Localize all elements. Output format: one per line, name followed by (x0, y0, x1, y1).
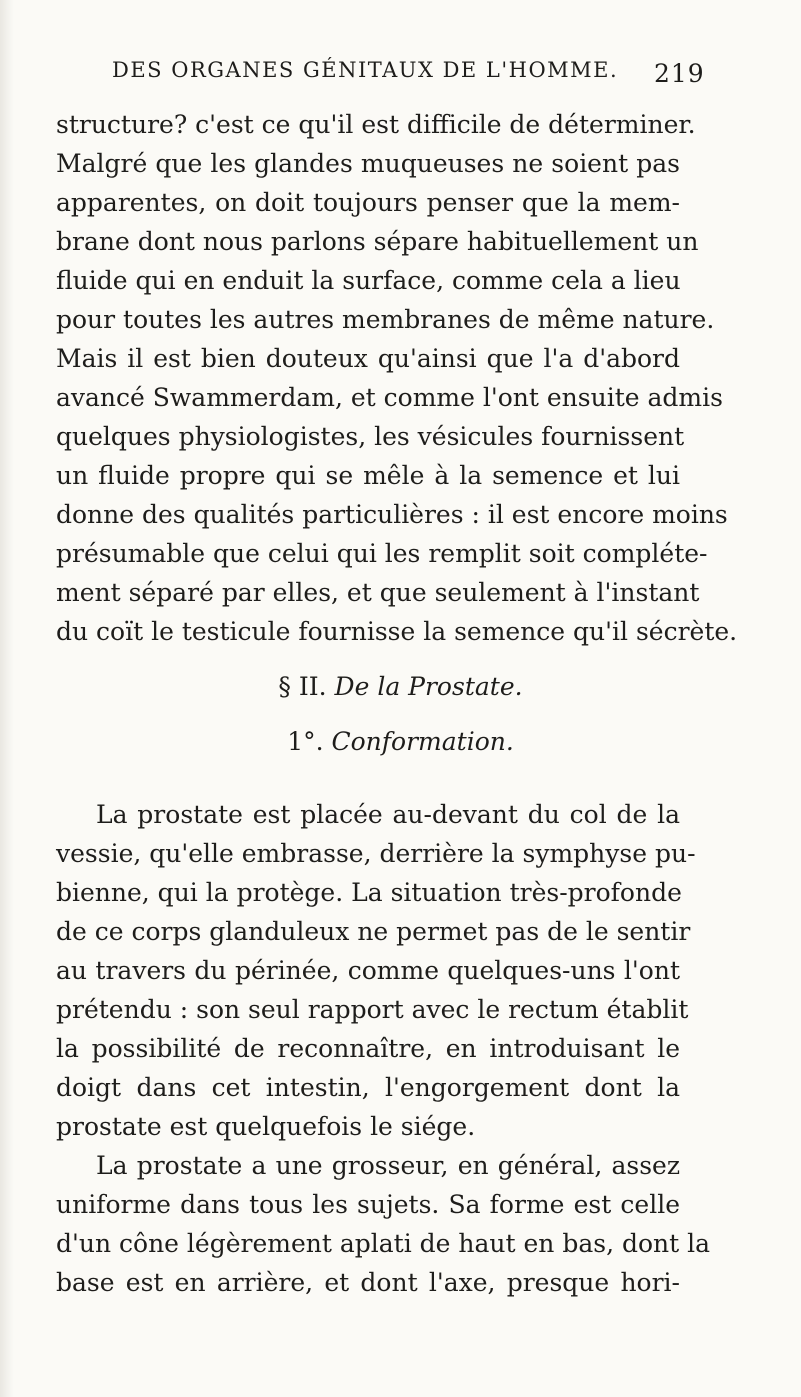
text-line: brane dont nous parlons sépare habituellement un (56, 227, 699, 256)
section-number: § II. (278, 672, 327, 701)
section-heading (0, 672, 801, 702)
text-line: structure? c'est ce qu'il est difficile de déterminer. (56, 110, 696, 139)
text-line: Malgré que les glandes muqueuses ne soient pas (56, 149, 680, 178)
text-line: pour toutes les autres membranes de même nature. (56, 305, 715, 334)
text-line: au travers du périnée, comme quelques-uns l'ont (56, 956, 680, 985)
text-line: uniforme dans tous les sujets. Sa forme est celle (56, 1190, 680, 1219)
running-head: DES ORGANES GÉNITAUX DE L'HOMME. (112, 58, 619, 82)
text-line: prétendu : son seul rapport avec le rectum établit (56, 995, 689, 1024)
text-line: La prostate est placée au-devant du col de la (96, 800, 680, 829)
text-line: d'un cône légèrement aplati de haut en bas, dont la (56, 1229, 711, 1258)
text-line: bienne, qui la protège. La situation très-profonde (56, 878, 682, 907)
text-line: un fluide propre qui se mêle à la semence et lui (56, 461, 680, 490)
text-line: présumable que celui qui les remplit soit compléte- (56, 539, 708, 568)
text-line: fluide qui en enduit la surface, comme cela a lieu (56, 266, 681, 295)
section-title: De la Prostate. (334, 672, 523, 701)
text-line: du coït le testicule fournisse la semence qu'il sécrète. (56, 617, 738, 646)
text-line: ment séparé par elles, et que seulement à l'instant (56, 578, 700, 607)
text-line: donne des qualités particulières : il est encore moins (56, 500, 728, 529)
text-line: vessie, qu'elle embrasse, derrière la symphyse pu- (56, 839, 696, 868)
subsection-number: 1°. (287, 727, 324, 756)
text-line: Mais il est bien douteux qu'ainsi que l'a d'abord (56, 344, 680, 373)
text-line: quelques physiologistes, les vésicules fournissent (56, 422, 685, 451)
text-line: la possibilité de reconnaître, en introduisant le (56, 1034, 680, 1063)
text-line: de ce corps glanduleux ne permet pas de le sentir (56, 917, 691, 946)
text-line: La prostate a une grosseur, en général, assez (96, 1151, 680, 1180)
page-header (0, 50, 801, 90)
text-line: avancé Swammerdam, et comme l'ont ensuite admis (56, 383, 723, 412)
text-line: prostate est quelquefois le siége. (56, 1112, 476, 1141)
text-line: base est en arrière, et dont l'axe, presque hori- (56, 1268, 680, 1297)
text-line: apparentes, on doit toujours penser que la mem- (56, 188, 680, 217)
page-number: 219 (654, 59, 705, 88)
subsection-title: Conformation. (331, 727, 514, 756)
subsection-heading (0, 727, 801, 757)
text-line: doigt dans cet intestin, l'engorgement dont la (56, 1073, 680, 1102)
